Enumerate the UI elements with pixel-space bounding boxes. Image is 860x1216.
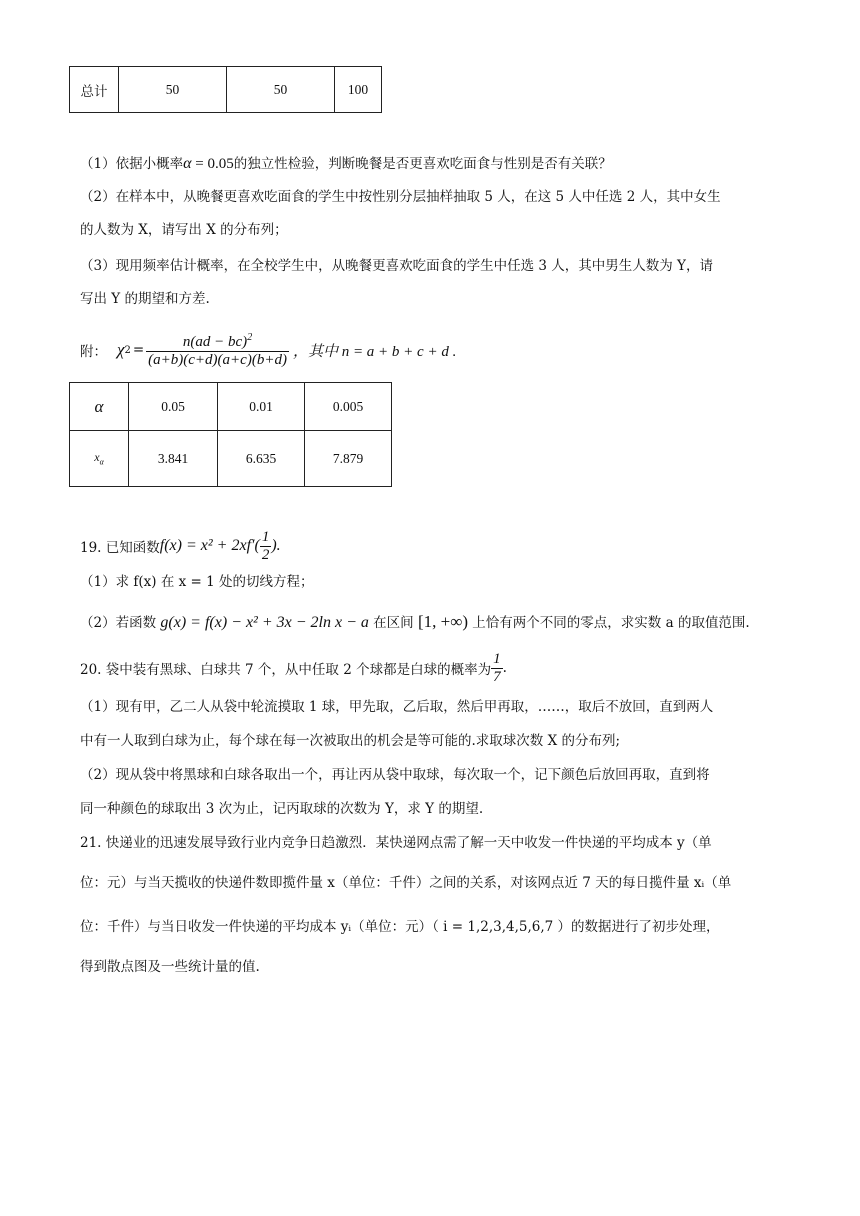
alpha-005-cell: 0.05	[129, 383, 218, 431]
summary-cell-male: 50	[119, 67, 227, 113]
q20-stem: 20. 袋中装有黑球、白球共 7 个，从中任取 2 个球都是白球的概率为 $\frac{1}{7}$ .	[80, 650, 507, 685]
q18-part2-line2: 的人数为 X，请写出 X 的分布列；	[80, 222, 288, 238]
alpha-0005-cell: 0.005	[305, 383, 392, 431]
summary-label-cell: 总计	[70, 67, 119, 113]
probability-fraction: $\frac{1}{7}$	[493, 650, 501, 685]
q21-line4: 得到散点图及一些统计量的值.	[80, 959, 260, 975]
q19-part2: （2）若函数 g(x) = f(x) − x² + 3x − 2ln x − a 在区间 [1, +∞) 上恰有两个不同的零点，求实数 a 的取值范围.	[80, 612, 750, 631]
x-alpha-header-cell: $x_\alpha$	[70, 431, 129, 487]
alpha-001-cell: 0.01	[218, 383, 305, 431]
q18-part3-line1: （3）现用频率估计概率，在全校学生中，从晚餐更喜欢吃面食的学生中任选 3 人，其中男生人数为 Y，请	[80, 258, 713, 274]
q20-part2-line2: 同一种颜色的球取出 3 次为止，记丙取球的次数为 Y，求 Y 的期望.	[80, 801, 484, 817]
summary-cell-total: 100	[335, 67, 382, 113]
q19-stem: 19. 已知函数 f(x) = x² + 2xf′( $\frac{1}{2}$ ).	[80, 528, 281, 563]
x-value-7879-cell: 7.879	[305, 431, 392, 487]
formula-numerator: n(ad − bc)$^2$	[146, 332, 289, 352]
q18-part1: （1）依据小概率α = 0.05的独立性检验，判断晚餐是否更喜欢吃面食与性别是否有关联？	[80, 155, 612, 172]
summary-table	[69, 66, 382, 113]
q18-part2-line1: （2）在样本中，从晚餐更喜欢吃面食的学生中按性别分层抽样抽取 5 人，在这 5 人中任选 2 人，其中女生	[80, 189, 721, 205]
summary-cell-female: 50	[227, 67, 335, 113]
alpha-header-cell: α	[70, 383, 129, 431]
half-fraction: $\frac{1}{2}$	[261, 528, 270, 563]
formula-tail: ，其中 n = a + b + c + d .	[292, 343, 457, 360]
q20-part1-line1: （1）现有甲，乙二人从袋中轮流摸取 1 球，甲先取，乙后取，然后甲再取，……，取后不放回，直到两人	[80, 699, 714, 715]
chi-square-fraction	[146, 332, 289, 369]
q21-line2: 位：元）与当天揽收的快递件数即揽件量 x（单位：千件）之间的关系，对该网点近 7 天的每日揽件量 xᵢ（单	[80, 875, 732, 891]
formula-denominator: (a+b)(c+d)(a+c)(b+d)	[148, 351, 287, 368]
q18-part3-line2: 写出 Y 的期望和方差.	[80, 291, 210, 307]
q20-part2-line1: （2）现从袋中将黑球和白球各取出一个，再让丙从袋中取球，每次取一个，记下颜色后放回再取，直到将	[80, 767, 710, 783]
x-value-3841-cell: 3.841	[129, 431, 218, 487]
q21-line1: 21. 快递业的迅速发展导致行业内竞争日趋激烈．某快递网点需了解一天中收发一件快递的平均成本 y（单	[80, 835, 712, 851]
x-value-6635-cell: 6.635	[218, 431, 305, 487]
critical-value-table	[69, 382, 392, 487]
chi-square-formula: 附： χ 2 = $\frac{n(ad - bc)^2}{(a+b)(c+d)(a+c)(b+d)}$ ，其中 n = a + b + c + d .	[80, 331, 457, 368]
q19-part1: （1）求 f(x) 在 x = 1 处的切线方程；	[80, 574, 314, 590]
q20-part1-line2: 中有一人取到白球为止，每个球在每一次被取出的机会是等可能的.求取球次数 X 的分布列;	[80, 733, 621, 749]
alpha-symbol: α	[183, 155, 192, 172]
q21-line3: 位：千件）与当日收发一件快递的平均成本 yᵢ（单位：元）（ i = 1,2,3,4,5,6,7 ）的数据进行了初步处理，	[80, 919, 720, 935]
